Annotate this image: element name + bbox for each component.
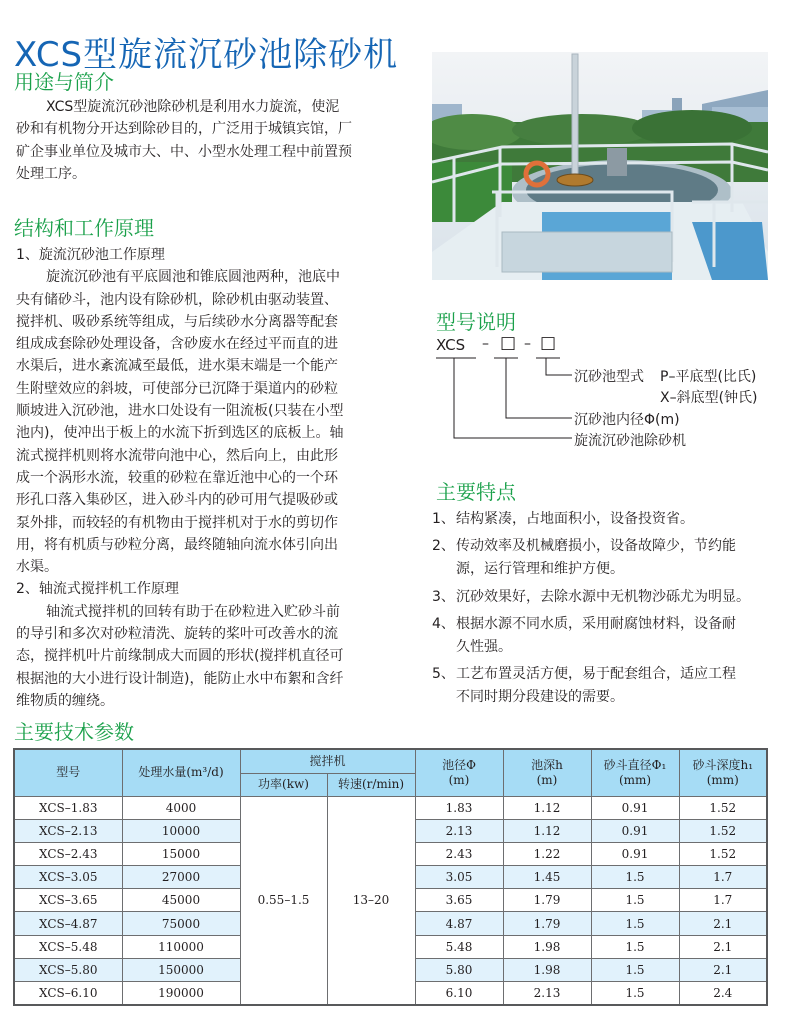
structure-line: 成一个涡形水流，较重的砂粒在靠近池中心的一个环: [16, 469, 338, 486]
cell-depth: 1.45: [503, 866, 591, 889]
cell-flow: 75000: [122, 912, 240, 935]
cell-depth: 1.22: [503, 842, 591, 865]
cell-depth: 1.12: [503, 819, 591, 842]
structure-line: 轴流式搅拌机的回转有助于在砂粒进入贮砂斗前: [46, 603, 340, 620]
header-hopper-diameter-label: 砂斗直径Φ₁: [603, 757, 667, 772]
cell-hopper-diameter: 1.5: [591, 912, 679, 935]
page-title: XCS型旋流沉砂池除砂机: [14, 34, 399, 75]
cell-hopper-depth: 1.52: [679, 842, 767, 865]
cell-hopper-diameter: 0.91: [591, 796, 679, 819]
cell-hopper-depth: 1.52: [679, 796, 767, 819]
structure-line: 根据池的大小进行设计制造)，能防止水中布絮和含纤: [16, 670, 344, 687]
cell-model: XCS–2.43: [14, 842, 122, 865]
structure-line: 水渠。: [16, 559, 58, 576]
cell-flow: 10000: [122, 819, 240, 842]
structure-line: 态，搅拌机叶片前缘制成大而圆的形状(搅拌机直径可: [16, 648, 344, 665]
header-hopper-diameter: [591, 749, 679, 796]
intro-line: 砂和有机物分开达到除砂目的，广泛用于城镇宾馆，厂: [16, 121, 352, 138]
model-type-x: X–斜底型(钟氏): [660, 390, 758, 406]
cell-hopper-depth: 1.7: [679, 866, 767, 889]
feature-number: 5、: [432, 666, 455, 683]
feature-item: [432, 586, 750, 609]
model-box-type: □: [540, 333, 557, 353]
cell-flow: 15000: [122, 842, 240, 865]
structure-line: 的导引和多次对砂粒清洗、旋转的桨叶可改善水的流: [16, 626, 338, 643]
cell-speed: 13–20: [327, 796, 415, 1005]
cell-model: XCS–3.65: [14, 889, 122, 912]
feature-number: 1、: [432, 511, 455, 527]
cell-hopper-diameter: 1.5: [591, 866, 679, 889]
cell-diameter: 2.43: [415, 842, 503, 865]
cell-model: XCS–6.10: [14, 982, 122, 1006]
product-photo: [432, 52, 768, 280]
cell-depth: 1.79: [503, 912, 591, 935]
header-depth: [503, 749, 591, 796]
feature-line: 根据水源不同水质，采用耐腐蚀材料，设备耐: [456, 615, 736, 632]
cell-hopper-depth: 2.1: [679, 958, 767, 981]
feature-line: 不同时期分段建设的需要。: [456, 689, 624, 706]
header-power: 功率(kw): [240, 773, 327, 796]
cell-model: XCS–4.87: [14, 912, 122, 935]
cell-depth: 1.98: [503, 958, 591, 981]
cell-depth: 2.13: [503, 982, 591, 1006]
model-dash-2: –: [524, 336, 531, 352]
cell-flow: 45000: [122, 889, 240, 912]
feature-line: 结构紧凑，占地面积小，设备投资省。: [456, 511, 694, 527]
structure-line: 央有储砂斗，池内设有除砂机，除砂机由驱动装置、: [16, 291, 338, 308]
header-depth-unit: (m): [536, 772, 558, 787]
cell-flow: 4000: [122, 796, 240, 819]
feature-number: 2、: [432, 538, 455, 555]
structure-line: 搅拌机、吸砂系统等组成，与后续砂水分离器等配套: [16, 313, 338, 330]
cell-power: 0.55–1.5: [240, 796, 327, 1005]
cell-hopper-diameter: 0.91: [591, 819, 679, 842]
cell-model: XCS–5.80: [14, 958, 122, 981]
cell-model: XCS–5.48: [14, 935, 122, 958]
structure-line: 池内)，使冲出于板上的水流下折到选区的底板上。轴: [16, 425, 344, 442]
structure-line: 形孔口落入集砂区，进入砂斗内的砂可用气提吸砂或: [16, 492, 338, 509]
cell-diameter: 3.05: [415, 866, 503, 889]
feature-line: 工艺布置灵活方便，易于配套组合，适应工程: [456, 666, 736, 683]
header-hopper-depth: [679, 749, 767, 796]
feature-item: [432, 508, 750, 531]
features-list: [432, 508, 750, 714]
model-name-label: 旋流沉砂池除砂机: [574, 433, 686, 449]
structure-heading: 结构和工作原理: [14, 216, 154, 240]
structure-paragraph: [16, 244, 343, 712]
model-diameter-label: 沉砂池内径Φ(m): [574, 412, 680, 428]
cell-hopper-diameter: 1.5: [591, 982, 679, 1006]
cell-flow: 190000: [122, 982, 240, 1006]
structure-subheading-2: 2、轴流式搅拌机工作原理: [16, 581, 179, 598]
cell-model: XCS–3.05: [14, 866, 122, 889]
structure-line: 用，将有机质与砂粒分离，最终随轴向流水体引向出: [16, 536, 338, 553]
cell-flow: 27000: [122, 866, 240, 889]
header-hopper-depth-label: 砂斗深度h₁: [692, 757, 754, 772]
header-diameter: [415, 749, 503, 796]
structure-subheading-1: 1、旋流沉砂池工作原理: [16, 247, 165, 263]
cell-hopper-diameter: 1.5: [591, 935, 679, 958]
cell-diameter: 3.65: [415, 889, 503, 912]
cell-flow: 110000: [122, 935, 240, 958]
features-heading: 主要特点: [436, 480, 516, 504]
structure-line: 生附壁效应的斜坡，可使部分已沉降于渠道内的砂粒: [16, 380, 338, 397]
cell-model: XCS–1.83: [14, 796, 122, 819]
feature-line: 沉砂效果好，去除水源中无机物沙砾尤为明显。: [456, 588, 750, 605]
cell-diameter: 4.87: [415, 912, 503, 935]
structure-line: 顺坡进入沉砂池，进水口处设有一阻流板(只装在小型: [16, 403, 344, 420]
header-flow: 处理水量(m³/d): [122, 749, 240, 796]
cell-depth: 1.79: [503, 889, 591, 912]
intro-line: 处理工序。: [16, 165, 86, 182]
intro-paragraph: [16, 96, 352, 185]
feature-line: 源，运行管理和维护方便。: [456, 561, 624, 578]
header-model: 型号: [14, 749, 122, 796]
cell-hopper-depth: 2.1: [679, 935, 767, 958]
params-table: [13, 748, 768, 1006]
cell-hopper-diameter: 0.91: [591, 842, 679, 865]
model-code-diagram: [436, 333, 796, 456]
feature-number: 4、: [432, 615, 455, 632]
feature-item: [432, 535, 750, 581]
intro-heading: 用途与简介: [14, 70, 114, 94]
cell-depth: 1.98: [503, 935, 591, 958]
structure-line: 流式搅拌机则将水流带向池中心，然后向上，由此形: [16, 447, 338, 464]
intro-line: XCS型旋流沉砂池除砂机是利用水力旋流，使泥: [46, 99, 340, 115]
model-prefix: XCS: [436, 336, 466, 354]
header-diameter-label: 池径Φ: [442, 757, 476, 772]
header-depth-label: 池深h: [531, 757, 563, 772]
header-hopper-depth-unit: (mm): [706, 772, 739, 787]
header-mixer: 搅拌机: [240, 749, 415, 773]
feature-line: 传动效率及机械磨损小，设备故障少，节约能: [456, 538, 736, 555]
model-box-diameter: □: [500, 333, 517, 353]
model-heading: 型号说明: [436, 310, 516, 334]
cell-diameter: 5.80: [415, 958, 503, 981]
feature-number: 3、: [432, 588, 455, 605]
feature-item: [432, 613, 750, 659]
cell-hopper-depth: 1.52: [679, 819, 767, 842]
header-diameter-unit: (m): [448, 772, 470, 787]
cell-hopper-depth: 2.4: [679, 982, 767, 1006]
cell-hopper-diameter: 1.5: [591, 889, 679, 912]
structure-line: 水渠后，进水紊流减至最低，进水渠末端是一个能产: [16, 358, 338, 375]
model-type-label: 沉砂池型式: [574, 369, 644, 385]
cell-depth: 1.12: [503, 796, 591, 819]
structure-line: 维物质的缠绕。: [16, 692, 114, 709]
cell-hopper-diameter: 1.5: [591, 958, 679, 981]
cell-diameter: 1.83: [415, 796, 503, 819]
params-heading: 主要技术参数: [14, 720, 134, 744]
sand-trap-photo-illustration: [432, 52, 768, 280]
cell-diameter: 2.13: [415, 819, 503, 842]
cell-flow: 150000: [122, 958, 240, 981]
model-dash-1: –: [482, 336, 489, 352]
intro-line: 矿企事业单位及城市大、中、小型水处理工程中前置预: [16, 143, 352, 160]
cell-hopper-depth: 2.1: [679, 912, 767, 935]
feature-item: [432, 663, 750, 709]
feature-line: 久性强。: [456, 639, 512, 656]
structure-line: 旋流沉砂池有平底圆池和锥底圆池两种，池底中: [46, 269, 340, 286]
cell-diameter: 6.10: [415, 982, 503, 1006]
table-row: [14, 796, 767, 819]
header-speed: 转速(r/min): [327, 773, 415, 796]
cell-diameter: 5.48: [415, 935, 503, 958]
header-hopper-diameter-unit: (mm): [618, 772, 652, 787]
structure-line: 组成成套除砂处理设备，含砂废水在经过平而直的进: [16, 336, 338, 353]
cell-hopper-depth: 1.7: [679, 889, 767, 912]
cell-model: XCS–2.13: [14, 819, 122, 842]
structure-line: 泵外排，而较轻的有机物由于搅拌机对于水的剪切作: [16, 514, 338, 531]
model-type-p: P–平底型(比氏): [660, 369, 757, 385]
